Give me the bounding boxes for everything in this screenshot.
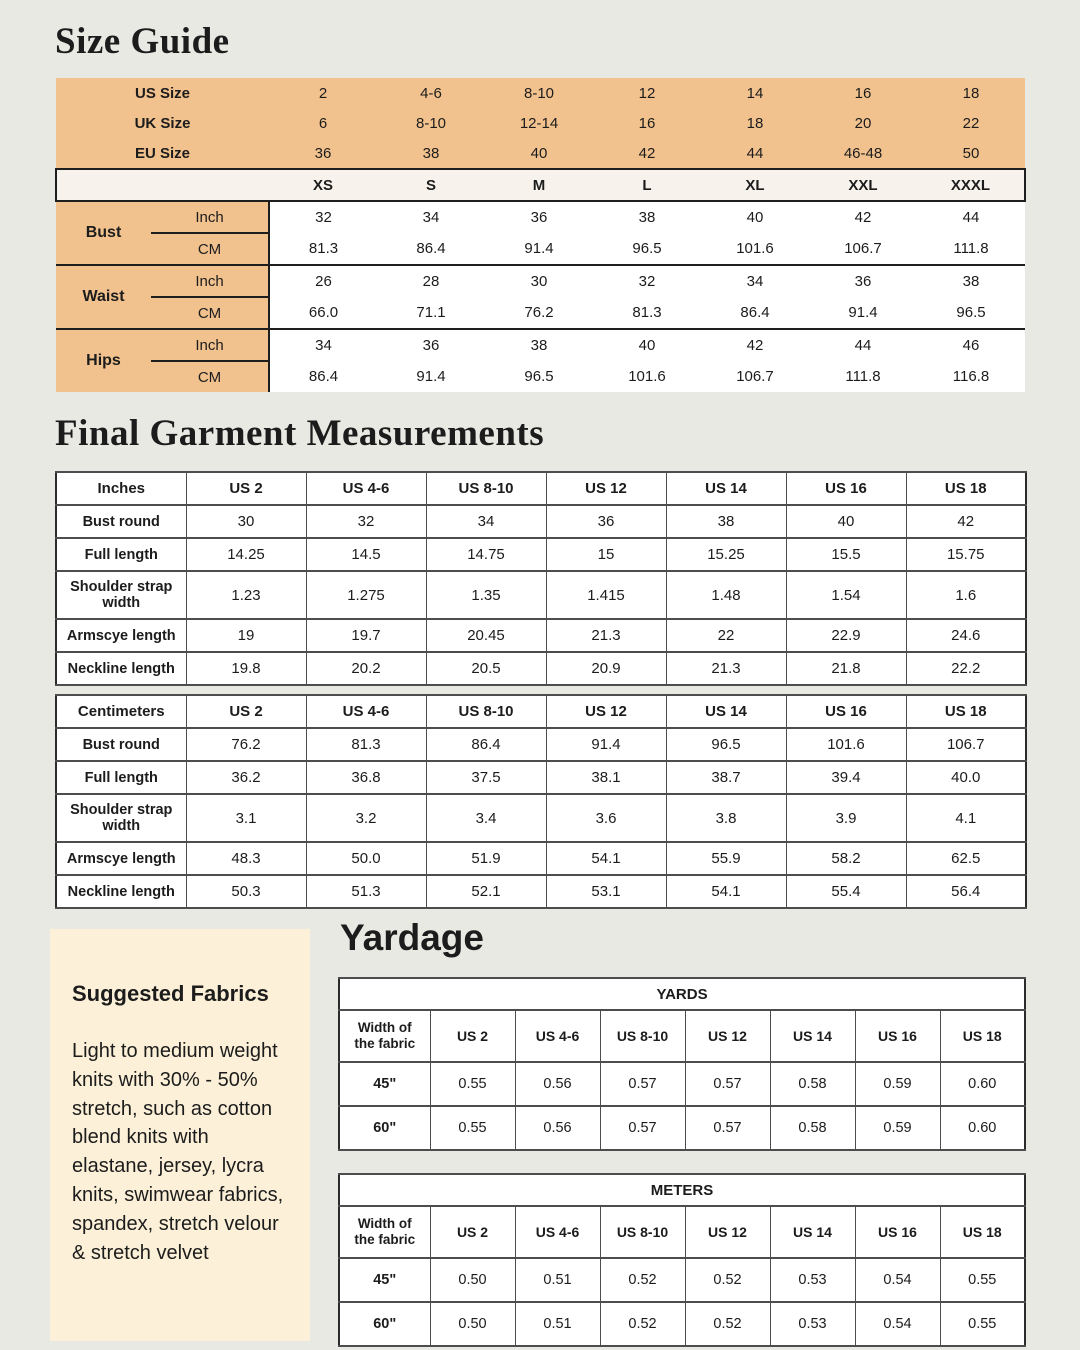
measure-cell: 86.4 [377,233,485,265]
garment-cell: 50.3 [186,875,306,908]
yardage-cell: 0.57 [685,1062,770,1106]
yardage-col-header: US 12 [685,1206,770,1258]
yardage-cell: 0.52 [600,1302,685,1346]
letter-size-cell: L [593,169,701,201]
table-header-row [56,472,1026,505]
yardage-cell: 0.52 [600,1258,685,1302]
garment-measurements-title: Final Garment Measurements [55,413,545,454]
garment-col-header: US 18 [906,695,1026,728]
yardage-cell: 0.57 [600,1062,685,1106]
yardage-cell: 0.55 [430,1062,515,1106]
garment-row-label: Armscye length [56,842,186,875]
yardage-title: Yardage [340,917,484,958]
yardage-cell: 0.55 [940,1302,1025,1346]
letter-size-cell: XS [269,169,377,201]
letter-size-cell: S [377,169,485,201]
yardage-cell: 0.59 [855,1062,940,1106]
garment-cell: 3.2 [306,794,426,842]
measure-cell: 32 [593,265,701,297]
garment-cell: 81.3 [306,728,426,761]
size-cell: 14 [701,78,809,108]
garment-cell: 22.2 [906,652,1026,685]
garment-col-header: US 14 [666,472,786,505]
garment-cell: 22 [666,619,786,652]
garment-row-label: Full length [56,761,186,794]
garment-cell: 38.1 [546,761,666,794]
measure-cell: 71.1 [377,297,485,329]
garment-cell: 21.3 [666,652,786,685]
yardage-col-header: US 2 [430,1206,515,1258]
measure-cell: 34 [701,265,809,297]
measure-cell: 106.7 [701,361,809,392]
garment-cell: 15.25 [666,538,786,571]
garment-cell: 40.0 [906,761,1026,794]
yardage-col-header: US 8-10 [600,1010,685,1062]
garment-col-header: US 12 [546,472,666,505]
table-header-row [339,1206,1025,1258]
garment-cell: 55.4 [786,875,906,908]
garment-cell: 24.6 [906,619,1026,652]
garment-cell: 4.1 [906,794,1026,842]
yardage-col-header: US 4-6 [515,1010,600,1062]
yardage-cell: 0.56 [515,1106,600,1150]
measure-cell: 34 [269,329,377,361]
empty-cell [56,169,269,201]
garment-cell: 20.45 [426,619,546,652]
yardage-cell: 0.52 [685,1302,770,1346]
table-row [56,761,1026,794]
size-guide-title: Size Guide [55,21,230,62]
garment-cell: 1.415 [546,571,666,619]
yardage-cell: 0.53 [770,1258,855,1302]
yardage-row-label: 60" [339,1302,430,1346]
table-row [56,233,1025,265]
yardage-col-header: US 16 [855,1010,940,1062]
table-row [56,619,1026,652]
yardage-cell: 0.60 [940,1106,1025,1150]
yardage-col-header: US 2 [430,1010,515,1062]
measure-cell: 111.8 [917,233,1025,265]
yardage-cell: 0.55 [940,1258,1025,1302]
table-row [339,1258,1025,1302]
garment-cell: 19.7 [306,619,426,652]
letter-size-cell: XL [701,169,809,201]
measure-cell: 32 [269,201,377,233]
garment-cell: 1.275 [306,571,426,619]
measure-cell: 91.4 [377,361,485,392]
garment-cell: 58.2 [786,842,906,875]
garment-cell: 54.1 [666,875,786,908]
garment-cell: 50.0 [306,842,426,875]
yardage-column [338,917,1028,1347]
yardage-corner-header: Width of the fabric [339,1206,430,1258]
yardage-col-header: US 8-10 [600,1206,685,1258]
garment-cell: 36.2 [186,761,306,794]
fabrics-body: Light to medium weight knits with 30% - 50% stretch, such as cotton blend knits with elastane, jersey, lycra knits, swimwear fabrics, spandex, stretch velour & stretch velvet [72,1040,284,1264]
garment-cell: 30 [186,505,306,538]
garment-col-header: US 14 [666,695,786,728]
garment-cell: 101.6 [786,728,906,761]
garment-cell: 15.5 [786,538,906,571]
table-row [56,265,1025,297]
garment-cell: 32 [306,505,426,538]
size-cell: 12-14 [485,108,593,138]
unit-label: Inch [151,265,269,297]
measure-cell: 36 [809,265,917,297]
measure-cell: 44 [917,201,1025,233]
table-row [56,108,1025,138]
yardage-cell: 0.58 [770,1062,855,1106]
table-row [339,1062,1025,1106]
size-cell: 36 [269,138,377,169]
garment-cell: 3.1 [186,794,306,842]
garment-cell: 34 [426,505,546,538]
unit-label: CM [151,361,269,392]
measure-cell: 91.4 [809,297,917,329]
size-cell: 2 [269,78,377,108]
yardage-col-header: US 14 [770,1206,855,1258]
measure-cell: 101.6 [701,233,809,265]
size-cell: 50 [917,138,1025,169]
measure-cell: 81.3 [593,297,701,329]
yardage-cell: 0.59 [855,1106,940,1150]
table-band-row [339,1174,1025,1206]
bottom-section [50,917,1080,1347]
garment-cell: 1.48 [666,571,786,619]
yardage-row-label: 60" [339,1106,430,1150]
yardage-col-header: US 18 [940,1010,1025,1062]
measure-cell: 86.4 [269,361,377,392]
measure-cell: 91.4 [485,233,593,265]
garment-col-header: US 8-10 [426,472,546,505]
yardage-cell: 0.55 [430,1106,515,1150]
measure-cell: 44 [809,329,917,361]
garment-col-header: US 8-10 [426,695,546,728]
measure-cell: 42 [809,201,917,233]
yardage-corner-header: Width of the fabric [339,1010,430,1062]
measure-cell: 96.5 [485,361,593,392]
yards-table [338,977,1026,1151]
garment-cell: 55.9 [666,842,786,875]
size-row-label: EU Size [56,138,269,169]
size-conversion-table [55,78,1026,392]
unit-label: Inch [151,329,269,361]
yardage-cell: 0.51 [515,1302,600,1346]
table-row [56,297,1025,329]
measure-cell: 26 [269,265,377,297]
garment-cell: 20.2 [306,652,426,685]
garment-row-label: Shoulder strap width [56,571,186,619]
letter-size-cell: XXL [809,169,917,201]
measure-cell: 38 [593,201,701,233]
garment-col-header: US 12 [546,695,666,728]
garment-cell: 42 [906,505,1026,538]
yardage-row-label: 45" [339,1062,430,1106]
yardage-cell: 0.57 [600,1106,685,1150]
measure-cell: 66.0 [269,297,377,329]
yardage-band-header: YARDS [339,978,1025,1010]
table-row [56,875,1026,908]
garment-cell: 91.4 [546,728,666,761]
garment-row-label: Full length [56,538,186,571]
yardage-col-header: US 14 [770,1010,855,1062]
measure-cell: 40 [593,329,701,361]
yardage-col-header: US 4-6 [515,1206,600,1258]
table-row [56,728,1026,761]
garment-row-label: Shoulder strap width [56,794,186,842]
size-cell: 42 [593,138,701,169]
garment-row-label: Armscye length [56,619,186,652]
garment-cell: 53.1 [546,875,666,908]
table-row [339,1106,1025,1150]
table-row [56,201,1025,233]
garment-cell: 3.8 [666,794,786,842]
yardage-cell: 0.50 [430,1302,515,1346]
garment-cell: 21.8 [786,652,906,685]
measure-group-label: Waist [56,265,151,329]
size-cell: 18 [917,78,1025,108]
measure-cell: 38 [485,329,593,361]
garment-cell: 22.9 [786,619,906,652]
garment-cell: 1.23 [186,571,306,619]
table-row [56,361,1025,392]
garment-row-label: Neckline length [56,875,186,908]
garment-cell: 38.7 [666,761,786,794]
garment-cell: 86.4 [426,728,546,761]
yardage-cell: 0.51 [515,1258,600,1302]
table-band-row [339,978,1025,1010]
yardage-row-label: 45" [339,1258,430,1302]
yardage-cell: 0.56 [515,1062,600,1106]
measure-cell: 40 [701,201,809,233]
measure-cell: 34 [377,201,485,233]
garment-cell: 76.2 [186,728,306,761]
yardage-cell: 0.57 [685,1106,770,1150]
size-cell: 44 [701,138,809,169]
garment-cell: 36.8 [306,761,426,794]
garment-cell: 36 [546,505,666,538]
table-header-row [339,1010,1025,1062]
letter-size-cell: XXXL [917,169,1025,201]
measure-cell: 116.8 [917,361,1025,392]
garment-row-label: Bust round [56,505,186,538]
unit-label: CM [151,297,269,329]
garment-centimeters-table [55,694,1027,909]
fabrics-title: Suggested Fabrics [72,981,269,1006]
garment-col-header: US 16 [786,695,906,728]
garment-col-header: US 18 [906,472,1026,505]
yardage-cell: 0.58 [770,1106,855,1150]
fabrics-box [50,929,310,1341]
table-row [56,571,1026,619]
measure-cell: 36 [377,329,485,361]
garment-cell: 3.6 [546,794,666,842]
garment-row-label: Bust round [56,728,186,761]
measure-group-label: Hips [56,329,151,392]
size-cell: 22 [917,108,1025,138]
garment-cell: 96.5 [666,728,786,761]
garment-cell: 51.9 [426,842,546,875]
garment-col-header: US 4-6 [306,695,426,728]
table-row [56,329,1025,361]
garment-col-header: US 4-6 [306,472,426,505]
yardage-cell: 0.52 [685,1258,770,1302]
size-row-label: US Size [56,78,269,108]
garment-cell: 56.4 [906,875,1026,908]
garment-cell: 3.4 [426,794,546,842]
size-cell: 18 [701,108,809,138]
table-row [56,505,1026,538]
yardage-cell: 0.54 [855,1258,940,1302]
garment-cell: 14.75 [426,538,546,571]
size-cell: 46-48 [809,138,917,169]
table-row [56,78,1025,108]
measure-cell: 28 [377,265,485,297]
measure-cell: 86.4 [701,297,809,329]
size-cell: 16 [809,78,917,108]
garment-unit-header: Centimeters [56,695,186,728]
yardage-cell: 0.60 [940,1062,1025,1106]
garment-cell: 54.1 [546,842,666,875]
measure-cell: 36 [485,201,593,233]
yardage-col-header: US 18 [940,1206,1025,1258]
unit-label: Inch [151,201,269,233]
garment-col-header: US 2 [186,472,306,505]
yardage-col-header: US 12 [685,1010,770,1062]
measure-cell: 106.7 [809,233,917,265]
garment-cell: 40 [786,505,906,538]
garment-cell: 51.3 [306,875,426,908]
garment-cell: 39.4 [786,761,906,794]
size-cell: 4-6 [377,78,485,108]
measure-cell: 96.5 [917,297,1025,329]
garment-cell: 15.75 [906,538,1026,571]
garment-cell: 1.6 [906,571,1026,619]
measure-cell: 96.5 [593,233,701,265]
garment-cell: 38 [666,505,786,538]
garment-col-header: US 16 [786,472,906,505]
garment-row-label: Neckline length [56,652,186,685]
garment-cell: 21.3 [546,619,666,652]
yardage-col-header: US 16 [855,1206,940,1258]
size-cell: 40 [485,138,593,169]
garment-cell: 15 [546,538,666,571]
garment-cell: 3.9 [786,794,906,842]
meters-table [338,1173,1026,1347]
table-row [56,538,1026,571]
garment-cell: 48.3 [186,842,306,875]
measure-cell: 76.2 [485,297,593,329]
measure-cell: 81.3 [269,233,377,265]
table-row [339,1302,1025,1346]
yardage-cell: 0.50 [430,1258,515,1302]
measure-group-label: Bust [56,201,151,265]
garment-inches-table [55,471,1027,686]
letter-sizes-row [56,169,1025,201]
garment-col-header: US 2 [186,695,306,728]
table-row [56,138,1025,169]
measure-cell: 111.8 [809,361,917,392]
garment-cell: 20.9 [546,652,666,685]
garment-unit-header: Inches [56,472,186,505]
size-cell: 16 [593,108,701,138]
yardage-band-header: METERS [339,1174,1025,1206]
measure-cell: 30 [485,265,593,297]
garment-cell: 106.7 [906,728,1026,761]
measure-cell: 46 [917,329,1025,361]
yardage-cell: 0.54 [855,1302,940,1346]
table-row [56,652,1026,685]
garment-cell: 14.5 [306,538,426,571]
size-cell: 6 [269,108,377,138]
garment-cell: 52.1 [426,875,546,908]
yardage-cell: 0.53 [770,1302,855,1346]
size-cell: 12 [593,78,701,108]
garment-cell: 19.8 [186,652,306,685]
measure-cell: 42 [701,329,809,361]
table-header-row [56,695,1026,728]
table-row [56,842,1026,875]
garment-cell: 20.5 [426,652,546,685]
measure-cell: 38 [917,265,1025,297]
letter-size-cell: M [485,169,593,201]
size-row-label: UK Size [56,108,269,138]
garment-cell: 1.54 [786,571,906,619]
garment-cell: 14.25 [186,538,306,571]
size-cell: 20 [809,108,917,138]
garment-cell: 1.35 [426,571,546,619]
size-cell: 8-10 [485,78,593,108]
garment-cell: 19 [186,619,306,652]
measure-cell: 101.6 [593,361,701,392]
unit-label: CM [151,233,269,265]
table-row [56,794,1026,842]
size-cell: 38 [377,138,485,169]
size-cell: 8-10 [377,108,485,138]
garment-cell: 62.5 [906,842,1026,875]
garment-cell: 37.5 [426,761,546,794]
